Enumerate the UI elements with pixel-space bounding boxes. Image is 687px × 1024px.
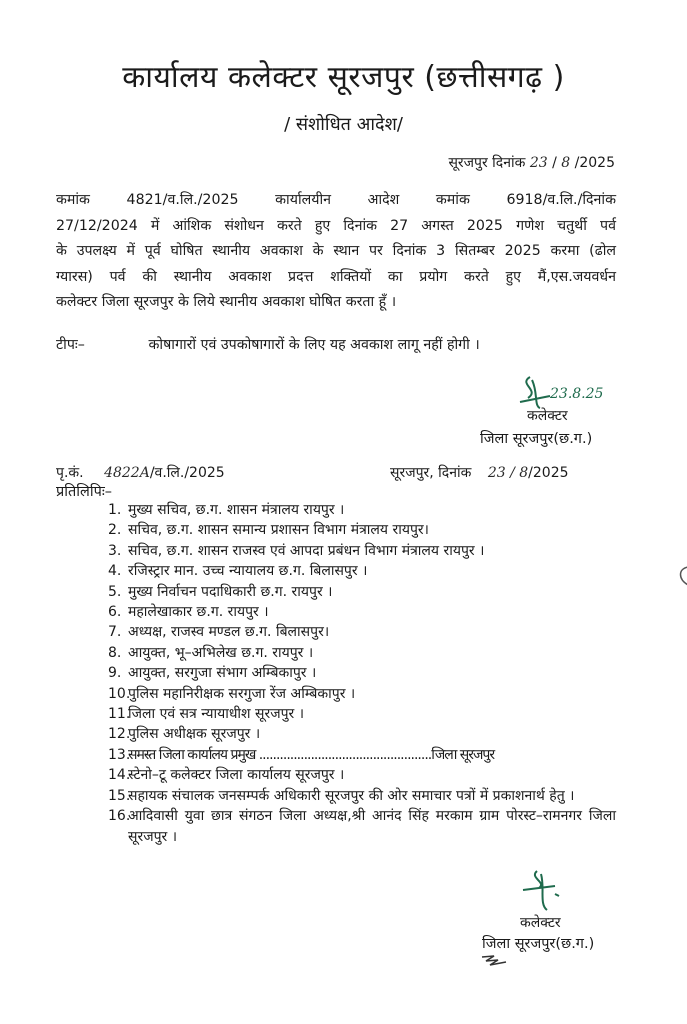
order-line-2: 27/12/2024 में आंशिक संशोधन करते हुए दिनांक 27 अगस्त 2025 गणेश चतुर्थी पर्व [56, 217, 616, 234]
list-item [108, 745, 616, 765]
cc-label: प्रतिलिपिः– [56, 484, 113, 500]
item-text: सहायक संचालक जनसम्पर्क अधिकारी सूरजपुर की ओर समाचार पत्रों में प्रकाशनार्थ हेतु । [128, 787, 575, 804]
order-body [56, 188, 616, 316]
order-line-3: के उपलक्ष्य में पूर्व घोषित स्थानीय अवकाश के स्थान पर दिनांक 3 सितम्बर 2025 करमा (ढोल [56, 243, 616, 259]
list-item [108, 582, 616, 602]
ref-prefix: पृ.कं. [56, 465, 84, 481]
list-item [108, 684, 616, 704]
endorsement-date [390, 463, 569, 482]
item-number: 15. [108, 787, 131, 804]
list-item [108, 724, 616, 744]
item-text: सचिव, छ.ग. शासन राजस्व एवं आपदा प्रबंधन विभाग मंत्रालय रायपुर । [128, 542, 485, 559]
item-number: 8. [108, 644, 122, 661]
order-line-4: ग्यारस) पर्व की स्थानीय अवकाश प्रदत्त शक्तियों का प्रयोग करते हुए मैं,एस.जयवर्धन [56, 268, 616, 285]
date-handwritten-month: 8 [561, 155, 571, 171]
office-title: कार्यालय कलेक्टर सूरजपुर (छत्तीसगढ़ ) [122, 60, 565, 95]
item-text: अध्यक्ष, राजस्व मण्डल छ.ग. बिलासपुर। [128, 624, 330, 641]
item-number: 10. [108, 685, 131, 702]
item-text: स्टेनो–टू कलेक्टर जिला कार्यालय सूरजपुर । [128, 767, 345, 784]
item-number: 2. [108, 522, 122, 539]
list-item [108, 643, 616, 663]
order-date [448, 153, 615, 172]
signatory-designation-2: कलेक्टर [520, 915, 561, 931]
item-number: 11. [108, 706, 131, 723]
order-line-1: कमांक 4821/व.लि./2025 कार्यालयीन आदेश कमांक 6918/व.लि./दिनांक [56, 192, 616, 208]
endorsement-date-handwritten: 23 / 8 [487, 465, 529, 481]
item-text: सचिव, छ.ग. शासन समान्य प्रशासन विभाग मंत्रालय रायपुर। [128, 522, 429, 539]
list-item [108, 663, 616, 683]
list-item [108, 602, 616, 622]
date-year: /2025 [574, 155, 615, 171]
item-number: 13. [108, 746, 131, 763]
list-item [108, 704, 616, 724]
item-text: महालेखाकार छ.ग. रायपुर । [128, 604, 269, 621]
order-line-5: कलेक्टर जिला सूरजपुर के लिये स्थानीय अवकाश घोषित करता हूँ । [56, 294, 397, 310]
item-text: रजिस्ट्रार मान. उच्च न्यायालय छ.ग. बिलासपुर । [128, 563, 368, 580]
item-text: मुख्य सचिव, छ.ग. शासन मंत्रालय रायपुर । [128, 502, 345, 518]
list-item [108, 561, 616, 581]
signatory-designation: कलेक्टर [527, 408, 568, 424]
item-text: आदिवासी युवा छात्र संगठन जिला अध्यक्ष,श्री आनंद सिंह मरकाम ग्राम पोरस्ट–रामनगर जिला सूरजपुर । [128, 808, 616, 845]
item-text: आयुक्त, भू–अभिलेख छ.ग. रायपुर । [128, 644, 314, 661]
item-text: पुलिस महानिरीक्षक सरगुजा रेंज अम्बिकापुर । [128, 685, 356, 702]
signatory-district-2: जिला सूरजपुर(छ.ग.) [482, 936, 595, 952]
list-item [108, 520, 616, 540]
item-number: 1. [108, 502, 122, 518]
item-number: 7. [108, 624, 122, 641]
item-text: आयुक्त, सरगुजा संभाग अम्बिकापुर । [128, 665, 317, 682]
item-number: 6. [108, 604, 122, 621]
item-number: 4. [108, 563, 122, 580]
list-item [108, 786, 616, 806]
initial-mark-icon [480, 953, 510, 967]
item-text: जिला एवं सत्र न्यायाधीश सूरजपुर । [128, 706, 305, 723]
order-subtitle: / संशोधित आदेश/ [284, 114, 403, 135]
copy-list [108, 500, 616, 847]
ref-handwritten: 4822A [104, 465, 150, 481]
item-text: पुलिस अधीक्षक सूरजपुर । [128, 726, 261, 743]
item-number: 3. [108, 542, 122, 559]
list-item [108, 806, 616, 847]
item-text: मुख्य निर्वाचन पदाधिकारी छ.ग. रायपुर । [128, 583, 333, 600]
endorsement-ref [56, 463, 225, 482]
endorsement-date-year: /2025 [528, 465, 569, 481]
endorsement-date-place: सूरजपुर, दिनांक [390, 465, 472, 481]
item-number: 9. [108, 665, 122, 682]
page-edge-mark-icon [676, 565, 687, 587]
item-number: 16. [108, 808, 131, 825]
date-separator: / [552, 155, 557, 171]
item-text: समस्त जिला कार्यालय प्रमुख ..................................................जिला सूरजपुर [128, 746, 495, 763]
signatory-district: जिला सूरजपुर(छ.ग.) [480, 431, 593, 447]
note-text: कोषागारों एवं उपकोषागारों के लिए यह अवकाश लागू नहीं होगी । [148, 337, 480, 353]
item-number: 12. [108, 726, 131, 743]
item-number: 5. [108, 583, 122, 600]
ref-suffix: /व.लि./2025 [149, 465, 225, 481]
list-item [108, 765, 616, 785]
date-place-label: सूरजपुर दिनांक [448, 155, 526, 171]
signature-icon [515, 868, 575, 913]
date-handwritten-day: 23 [529, 155, 548, 171]
svg-text:23.8.25: 23.8.25 [550, 386, 604, 402]
list-item [108, 541, 616, 561]
note [56, 335, 480, 354]
item-number: 14. [108, 767, 131, 784]
note-label: टीपः– [56, 337, 85, 353]
list-item [108, 622, 616, 642]
list-item [108, 500, 616, 520]
